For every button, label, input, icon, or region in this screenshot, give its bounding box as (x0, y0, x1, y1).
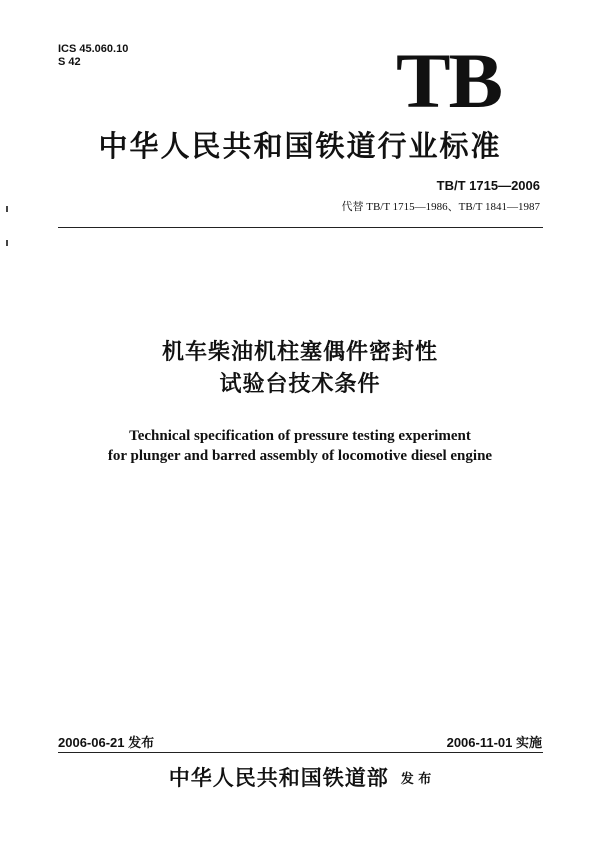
issuer-line (0, 762, 600, 792)
title-zh-line-1: 机车柴油机柱塞偶件密封性 (161, 340, 438, 365)
bottom-divider (58, 752, 543, 753)
ccs-code: S 42 (58, 56, 81, 68)
standard-category: 中华人民共和国铁道行业标准 (98, 129, 502, 163)
title-zh-line-2: 试验台技术条件 (219, 372, 381, 397)
replaces-note: 代替 TB/T 1715—1986、TB/T 1841—1987 (341, 201, 540, 213)
top-divider (58, 227, 543, 228)
standard-number: TB/T 1715—2006 (436, 178, 540, 193)
classification-codes (58, 43, 128, 69)
issuer-verb: 发 布 (400, 772, 432, 787)
issuer-name: 中华人民共和国铁道部 (168, 766, 389, 790)
ics-code: ICS 45.060.10 (58, 43, 129, 55)
scan-mark (6, 206, 8, 212)
issue-date: 2006-06-21 发布 (58, 735, 155, 750)
title-en-line-2: for plunger and barred assembly of locomotive diesel engine (107, 448, 493, 464)
implementation-date: 2006-11-01 实施 (446, 735, 542, 750)
scan-mark (6, 240, 8, 246)
title-en-line-1: Technical specification of pressure testing experiment (129, 428, 471, 444)
tb-logo: TB (396, 37, 502, 124)
